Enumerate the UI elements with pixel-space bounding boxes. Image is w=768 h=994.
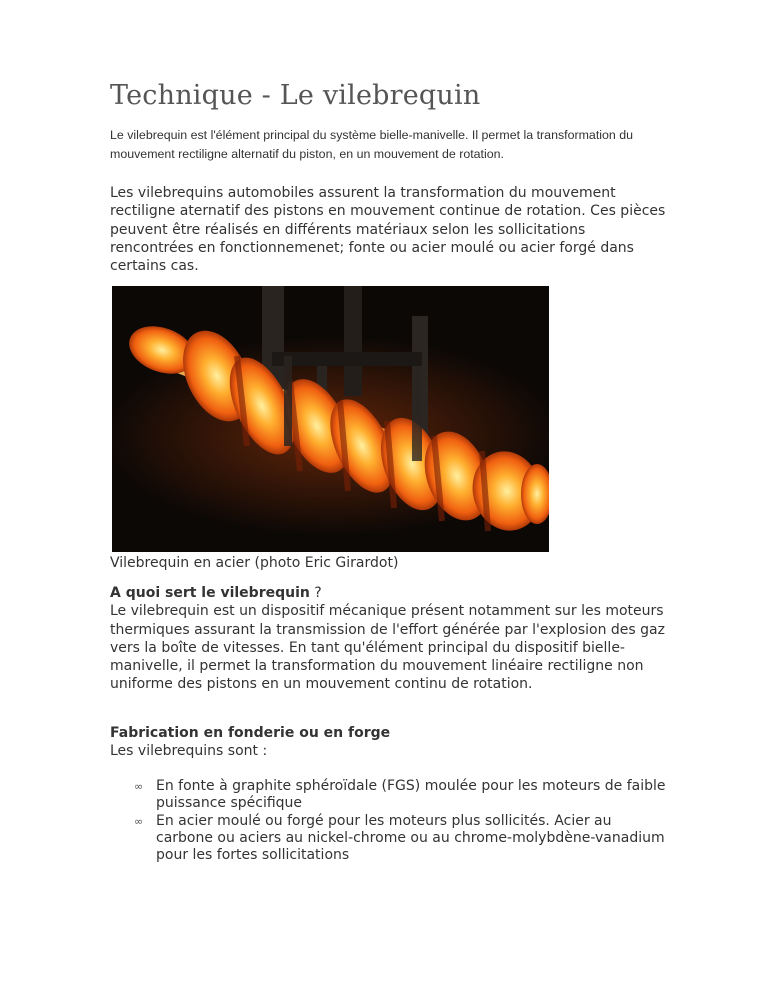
section-body: Les vilebrequins sont :	[110, 743, 268, 760]
photo-caption: Vilebrequin en acier (photo Eric Girardot)	[110, 555, 399, 571]
page-title: Technique - Le vilebrequin	[110, 80, 481, 111]
crankshaft-illustration	[112, 286, 549, 552]
section-heading: A quoi sert le vilebrequin	[110, 585, 310, 601]
list-item	[110, 778, 670, 812]
section-heading: Fabrication en fonderie ou en forge	[110, 725, 391, 741]
list-item-text: En fonte à graphite sphéroïdale (FGS) moulée pour les moteurs de faible puissance spécifique	[156, 778, 666, 811]
section-body: Le vilebrequin est un dispositif mécanique présent notamment sur les moteurs thermiques assurant la transmission de l'effort générée par l'explosion des gaz vers la boîte de vitesses. En tant qu'élément principal du dispositif bielle-manivelle, il permet la transformation du mouvement linéaire rectiligne non uniforme des pistons en un mouvement continu de rotation.	[110, 603, 665, 693]
lead-paragraph: Les vilebrequins automobiles assurent la transformation du mouvement rectiligne aternatif des pistons en mouvement continue de rotation. Ces pièces peuvent être réalisés en différents matériaux selon les sollicitations rencontrées en fonctionnemenet; fonte ou acier moulé ou acier forgé dans certains cas.	[110, 185, 666, 275]
section-usage	[110, 584, 670, 694]
bullet-icon: ∞	[134, 780, 144, 793]
section-fabrication	[110, 724, 670, 761]
list-item-text: En acier moulé ou forgé pour les moteurs plus sollicités. Acier au carbone ou aciers au nickel-chrome ou au chrome-molybdène-vanadium pour les fortes sollicitations	[156, 813, 665, 863]
section-heading-suffix: ?	[309, 585, 322, 601]
intro-paragraph: Le vilebrequin est l'élément principal du système bielle-manivelle. Il permet la transformation du mouvement rectiligne alternatif du piston, en un mouvement de rotation.	[110, 128, 634, 161]
glowing-crankshaft-photo	[112, 286, 549, 552]
material-list	[110, 778, 670, 865]
bullet-icon: ∞	[134, 815, 144, 828]
list-item	[110, 813, 670, 864]
